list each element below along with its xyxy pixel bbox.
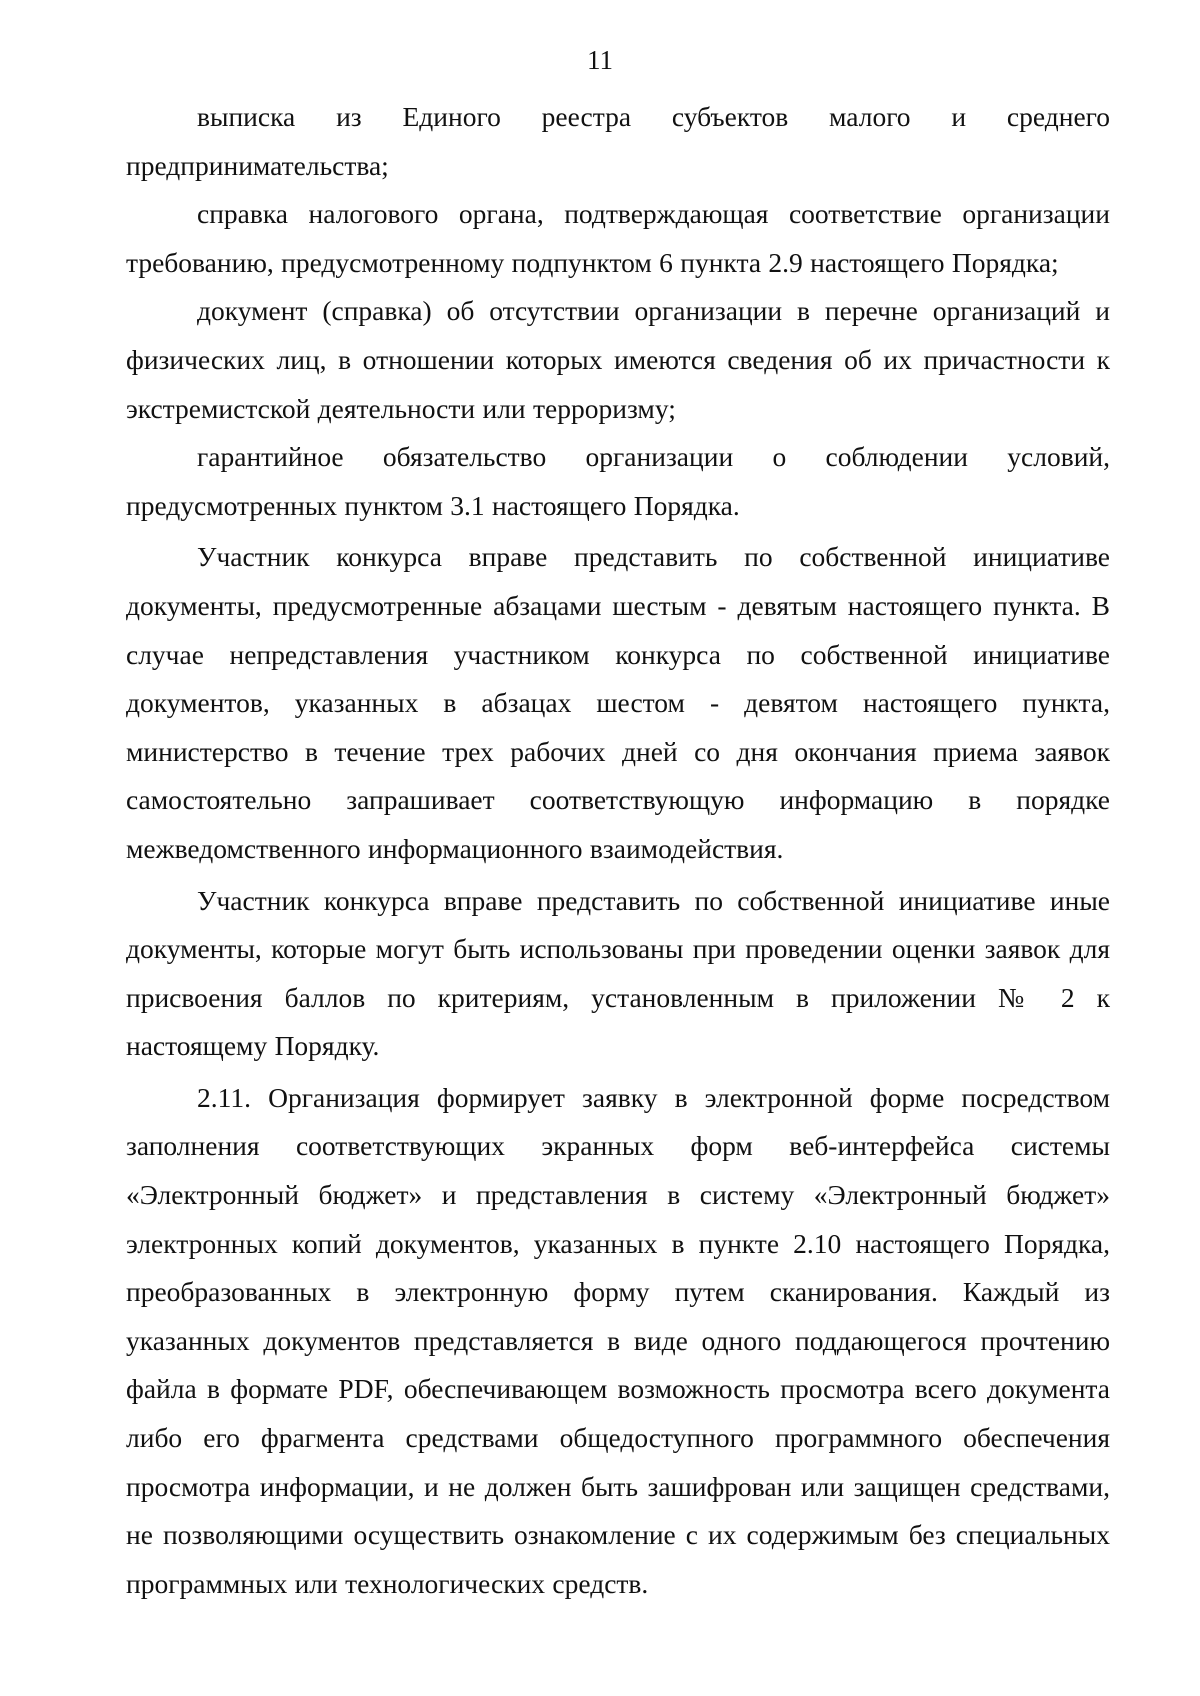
paragraph-egrsmsp-extract: выписка из Единого реестра субъектов малого и среднего предпринимательства; [126,101,1110,181]
paragraph-guarantee-obligation: гарантийное обязательство организации о соблюдении условий, предусмотренных пунктом 3.1 настоящего Порядка. [126,441,1110,521]
paragraph-other-documents: Участник конкурса вправе представить по собственной инициативе иные документы, которые могут быть использованы при проведении оценки заявок для присвоения баллов по критериям, установленным в приложении № 2 к настоящему Порядку. [126,884,1110,1062]
page-number: 11 [587,45,613,75]
paragraph-tax-certificate: справка налогового органа, подтверждающая соответствие организации требованию, предусмотренному подпунктом 6 пункта 2.9 настоящего Порядка; [126,198,1110,278]
paragraph-section-2-11: 2.11. Организация формирует заявку в электронной форме посредством заполнения соответствующих экранных форм веб-интерфейса системы «Электронный бюджет» и представления в систему «Электронный бюджет» электронных копий документов, указанных в пункте 2.10 настоящего Порядка, преобразованных в электронную форму путем сканирования. Каждый из указанных документов представляется в виде одного поддающегося прочтению файла в формате PDF, обеспечивающем возможность просмотра всего документа либо его фрагмента средствами общедоступного программного обеспечения просмотра информации, и не должен быть зашифрован или защищен средствами, не позволяющими осуществить ознакомление с их содержимым без специальных программных или технологических средств. [126,1081,1110,1599]
paragraph-extremism-certificate: документ (справка) об отсутствии организации в перечне организаций и физических лиц, в отношении которых имеются сведения об их причастности к экстремистской деятельности или терроризму; [126,295,1110,424]
document-body [126,93,1110,1608]
paragraph-own-initiative-documents: Участник конкурса вправе представить по собственной инициативе документы, предусмотренные абзацами шестым - девятым настоящего пункта. В случае непредставления участником конкурса по собственной инициативе документов, указанных в абзацах шестом - девятом настоящего пункта, министерство в течение трех рабочих дней со дня окончания приема заявок самостоятельно запрашивает соответствующую информацию в порядке межведомственного информационного взаимодействия. [126,541,1110,864]
